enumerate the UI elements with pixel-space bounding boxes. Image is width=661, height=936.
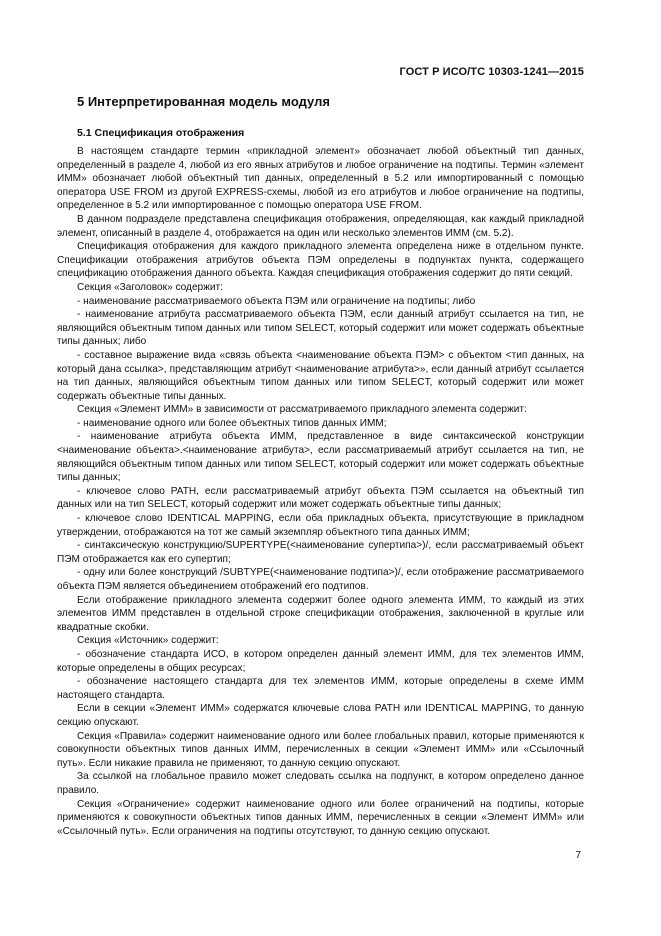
body-text — [57, 145, 584, 838]
list-item: - ключевое слово PATH, если рассматриваемый атрибут объекта ПЭМ ссылается на объектный тип данных или на тип SELECT, который содержит или может содержать объектные типы данных; — [57, 485, 584, 511]
paragraph: В настоящем стандарте термин «прикладной элемент» обозначает любой объектный тип данных, определенный в разделе 4, любой из его явных атрибутов и любое ограничение на подтипы. Термин «элемент ИММ» обозначает любой объектный тип данных, определенный в 5.2 или импортированный с помощью оператора USE FROM из другой EXPRESS-схемы, любой из его атрибутов и любое ограничение на подтипы, определенное в 5.2 или импортированное с помощью оператора USE FROM. — [57, 146, 584, 212]
list-item: - наименование рассматриваемого объекта ПЭМ или ограничение на подтипы; либо — [77, 295, 476, 307]
list-item: - составное выражение вида «связь объекта <наименование объекта ПЭМ> с объектом <тип данных, на который дана ссылка>, представляющим атрибут <наименование атрибута>», если данный атрибут ссылается на тип данных, являющийся объектным типом данных или типом SELECT, который содержит или может содержать объектные типы данных. — [57, 349, 584, 402]
paragraph: Секция «Правила» содержит наименование одного или более глобальных правил, которые применяются к совокупности объектных типов данных ИММ, перечисленных в секции «Элемент ИММ» или «Ссылочный путь». Если никакие правила не применяют, то данную секцию опускают. — [57, 730, 584, 769]
list-item: - ключевое слово IDENTICAL MAPPING, если оба прикладных объекта, присутствующие в прикладном утверждении, отображаются на тот же самый экземпляр объектного типа данных ИММ; — [57, 513, 584, 538]
paragraph: В данном подразделе представлена спецификация отображения, определяющая, как каждый прикладной элемент, описанный в разделе 4, отображается на один или несколько элементов ИММ (см. 5.2). — [57, 213, 584, 239]
section-title: 5 Интерпретированная модель модуля — [77, 94, 330, 109]
subsection-title: 5.1 Спецификация отображения — [77, 127, 245, 139]
list-item: - обозначение настоящего стандарта для тех элементов ИММ, которые определены в схеме ИММ настоящего стандарта. — [57, 676, 584, 701]
paragraph: Если отображение прикладного элемента содержит более одного элемента ИММ, то каждый из этих элементов ИММ представлен в отдельной строке спецификации отображения, заключенной в круглые или квадратные скобки. — [57, 594, 584, 633]
paragraph: Секция «Заголовок» содержит: — [77, 281, 223, 293]
list-item: - обозначение стандарта ИСО, в котором определен данный элемент ИММ, для тех элементов ИММ, которые определены в общих ресурсах; — [57, 648, 584, 674]
paragraph: Если в секции «Элемент ИММ» содержатся ключевые слова PATH или IDENTICAL MAPPING, то данную секцию опускают. — [57, 703, 584, 728]
list-item: - одну или более конструкций /SUBTYPE(<наименование подтипа>)/, если отображение рассматриваемого объекта ПЭМ является объединением отображений его подтипов. — [57, 567, 584, 592]
paragraph: Секция «Источник» содержит: — [77, 635, 219, 647]
paragraph: Спецификация отображения для каждого прикладного элемента определена ниже в отдельном пункте. Спецификации отображения атрибутов объекта ПЭМ определены в подпунктах пункта, содержащего спецификацию отображения данного объекта. Каждая спецификация отображения содержит до пяти секций. — [57, 241, 584, 280]
list-item: - наименование атрибута объекта ИММ, представленное в виде синтаксической конструкции <наименование объекта>.<наименование атрибута>, если рассматриваемый атрибут ссылается на тип, не являющийся объектным типом данных или типом SELECT, который содержит или может содержать объектные типы данных; — [57, 431, 584, 484]
page-number: 7 — [575, 850, 581, 861]
paragraph: Секция «Ограничение» содержит наименование одного или более ограничений на подтипы, которые применяются к совокупности объектных типов данных ИММ, перечисленных в секции «Элемент ИММ» или «Ссылочный путь». Если ограничения на подтипы отсутствуют, то данную секцию опускают. — [57, 798, 584, 837]
standard-header: ГОСТ Р ИСО/ТС 10303-1241—2015 — [399, 66, 584, 78]
paragraph: За ссылкой на глобальное правило может следовать ссылка на подпункт, в котором определено данное правило. — [57, 771, 584, 796]
list-item: - наименование атрибута рассматриваемого объекта ПЭМ, если данный атрибут ссылается на тип, не являющийся объектным типом данных или типом SELECT, который содержит или может содержать объектные типы данных; либо — [57, 309, 584, 348]
list-item: - синтаксическую конструкцию/SUPERTYPE(<наименование супертипа>)/, если рассматриваемый объект ПЭМ отображается как его супертип; — [57, 540, 584, 565]
paragraph: Секция «Элемент ИММ» в зависимости от рассматриваемого прикладного элемента содержит: — [77, 404, 527, 416]
list-item: - наименование одного или более объектных типов данных ИММ; — [77, 417, 387, 429]
